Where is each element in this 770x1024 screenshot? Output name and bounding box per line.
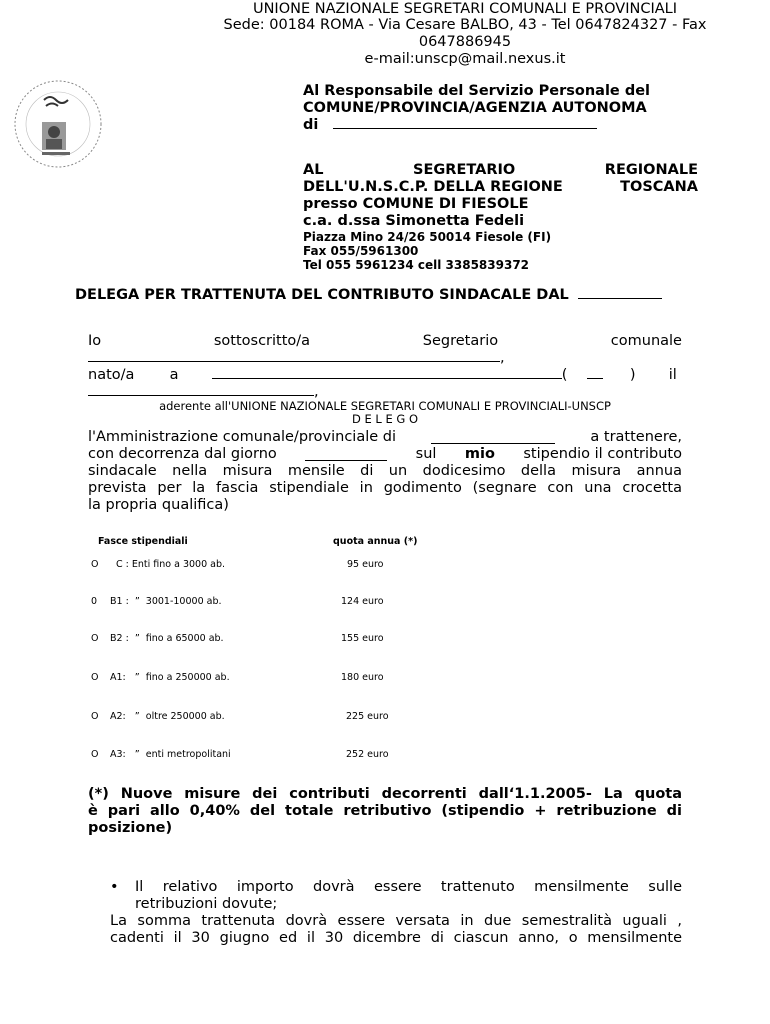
table-row-label: A2: ” oltre 250000 ab.: [110, 711, 225, 722]
unscp-region: DELL'U.N.S.C.P. DELLA REGIONE: [303, 179, 563, 195]
il-label: il: [668, 367, 677, 383]
ente-blank[interactable]: [431, 429, 555, 444]
bullet-icon: •: [110, 879, 119, 895]
recipient-2-line-3: presso COMUNE DI FIESOLE: [303, 196, 529, 212]
province-blank[interactable]: [587, 378, 603, 379]
table-row-mark[interactable]: O: [91, 711, 99, 722]
para-line-3: sindacale nella misura mensile di un dodicesimo della misura annua: [88, 463, 682, 479]
sottoscritto-word: sottoscritto/a: [213, 333, 311, 349]
table-row-quota: 180 euro: [341, 672, 384, 683]
bullet-line-1: Il relativo importo dovrà essere trattenuto mensilmente sulle: [135, 879, 682, 895]
table-row-label: B1 : ” 3001-10000 ab.: [110, 596, 222, 607]
email-line: e-mail:unscp@mail.nexus.it: [364, 51, 566, 67]
recipient-2-line-1: [303, 162, 698, 179]
delego-heading: D E L E G O: [351, 412, 419, 426]
form-line-1: [88, 333, 682, 350]
form-line-2: [88, 350, 682, 367]
table-row-quota: 252 euro: [346, 749, 389, 760]
note-line-1: (*) Nuove misure dei contributi decorrenti dall‘1.1.2005- La quota: [88, 786, 682, 802]
recipient-2-line-7: Tel 055 5961234 cell 3385839372: [303, 258, 530, 272]
segretario-word: SEGRETARIO: [413, 162, 516, 178]
name-blank[interactable]: [88, 361, 500, 362]
paragraph-line-2: cadenti il 30 giugno ed il 30 dicembre di ciascun anno, o mensilmente: [110, 930, 682, 946]
para-line-4: prevista per la fascia stipendiale in godimento (segnare con una crocetta: [88, 480, 682, 496]
paragraph-line-1: La somma trattenuta dovrà essere versata in due semestralità uguali ,: [110, 913, 682, 929]
aderente-line: aderente all'UNIONE NAZIONALE SEGRETARI COMUNALI E PROVINCIALI-UNSCP: [159, 399, 611, 413]
recipient-2-line-2: [303, 179, 698, 196]
di-label: di: [303, 117, 319, 133]
document-title: [75, 287, 662, 303]
para-line-2: [88, 446, 682, 463]
recipient-2-line-5: Piazza Mino 24/26 50014 Fiesole (FI): [303, 230, 552, 244]
table-row-label: A3: ” enti metropolitani: [110, 749, 231, 760]
table-row-quota: 155 euro: [341, 633, 384, 644]
comunale-word: comunale: [610, 333, 682, 349]
recipient-1-line-1: Al Responsabile del Servizio Personale del: [303, 83, 651, 99]
org-name: UNIONE NAZIONALE SEGRETARI COMUNALI E PROVINCIALI: [252, 1, 678, 17]
al-word: AL: [303, 162, 324, 178]
table-row-mark[interactable]: O: [91, 672, 99, 683]
sede-line-2: 0647886945: [418, 34, 512, 50]
a-label: a: [169, 367, 179, 383]
form-line-3: [88, 367, 682, 384]
table-row-quota: 95 euro: [347, 559, 384, 570]
table-row-label: C : Enti fino a 3000 ab.: [116, 559, 226, 570]
table-row-mark[interactable]: O: [91, 633, 99, 644]
recipient-2-line-6: Fax 055/5961300: [303, 244, 419, 258]
para-line-5: la propria qualifica): [88, 497, 229, 513]
date-blank[interactable]: [578, 298, 662, 299]
regionale-word: REGIONALE: [604, 162, 698, 178]
decorrenza-text: con decorrenza dal giorno: [88, 446, 277, 462]
table-row-label: B2 : ” fino a 65000 ab.: [110, 633, 224, 644]
table-row-label: A1: ” fino a 250000 ab.: [110, 672, 230, 683]
recipient-1-line-2: COMUNE/PROVINCIA/AGENZIA AUTONOMA: [303, 100, 647, 116]
paren-close: ): [629, 367, 636, 383]
note-line-2: è pari allo 0,40% del totale retributivo (stipendio + retribuzione di: [88, 803, 682, 819]
sul-text: sul: [415, 446, 437, 462]
stipendio-text: stipendio il contributo: [523, 446, 682, 462]
table-header-fasce: Fasce stipendiali: [98, 536, 188, 547]
table-row-mark[interactable]: O: [91, 559, 99, 570]
io-word: Io: [88, 333, 102, 349]
sede-line-1: Sede: 00184 ROMA - Via Cesare BALBO, 43 - Tel 0647824327 - Fax: [223, 17, 707, 33]
toscana-word: TOSCANA: [620, 179, 698, 195]
recipient-1-line-3: [303, 117, 603, 134]
nato-label: nato/a: [88, 367, 135, 383]
seal-logo-icon: [12, 78, 104, 170]
mio-text: mio: [464, 446, 495, 462]
birthdate-blank[interactable]: [88, 395, 314, 396]
table-row-mark[interactable]: O: [91, 749, 99, 760]
recipient-2-line-4: c.a. d.ssa Simonetta Fedeli: [303, 213, 525, 229]
comma-1: ,: [500, 350, 505, 366]
trattenere-text: a trattenere,: [590, 429, 682, 445]
comune-blank[interactable]: [333, 128, 597, 129]
segretario-label: Segretario: [422, 333, 499, 349]
paren-open: (: [561, 367, 568, 383]
note-line-3: posizione): [88, 820, 173, 836]
table-row-quota: 124 euro: [341, 596, 384, 607]
bullet-line-2: retribuzioni dovute;: [135, 896, 278, 912]
start-date-blank[interactable]: [305, 446, 387, 461]
title-text: DELEGA PER TRATTENUTA DEL CONTRIBUTO SINDACALE DAL: [75, 287, 569, 303]
amministrazione-text: l'Amministrazione comunale/provinciale di: [88, 429, 397, 445]
table-row-quota: 225 euro: [346, 711, 389, 722]
table-header-quota: quota annua (*): [333, 536, 418, 547]
comma-2: ,: [314, 384, 319, 400]
table-row-mark[interactable]: 0: [91, 596, 98, 607]
para-line-1: [88, 429, 682, 446]
birthplace-blank[interactable]: [212, 378, 562, 379]
